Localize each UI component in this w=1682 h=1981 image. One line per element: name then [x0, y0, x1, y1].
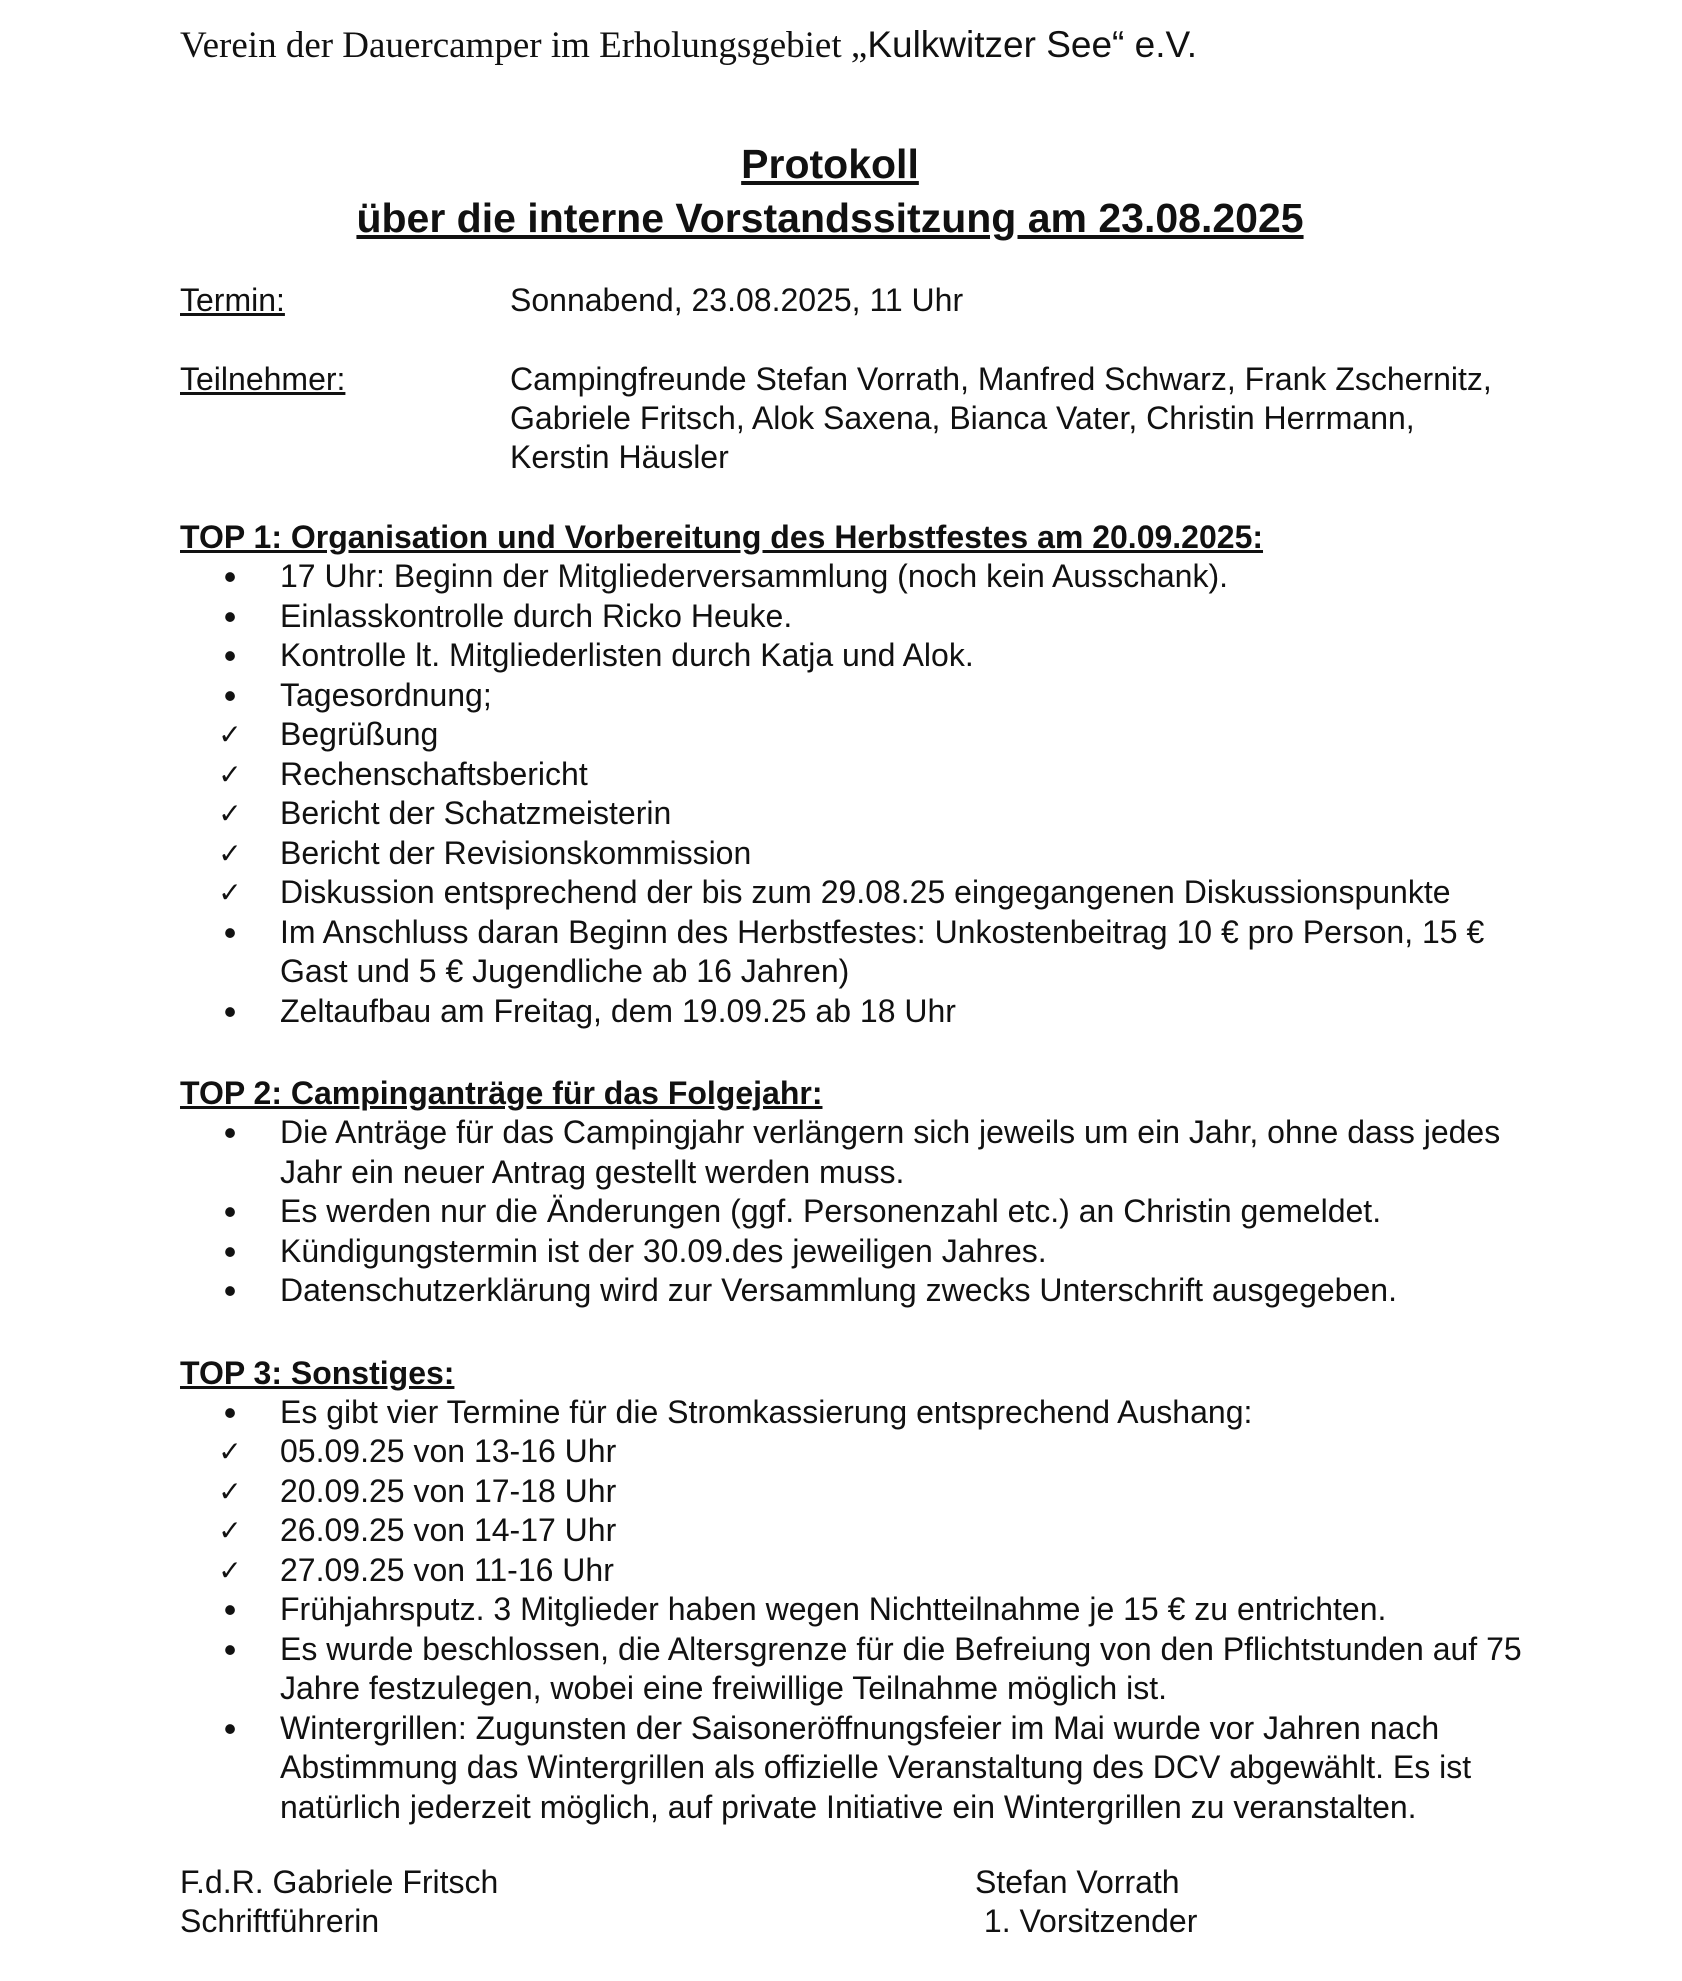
- bullet-icon: •: [223, 1270, 237, 1311]
- bullet-icon: •: [223, 674, 237, 716]
- list-item-text: Frühjahrsputz. 3 Mitglieder haben wegen Nichtteilnahme je 15 € zu entrichten.: [280, 1591, 1387, 1627]
- signature-block: [180, 1863, 1580, 1941]
- list-item: [180, 1630, 1580, 1709]
- list-item: [180, 1432, 1580, 1472]
- bullet-icon: •: [223, 1589, 237, 1630]
- list-item-text: Bericht der Schatzmeisterin: [280, 795, 672, 831]
- title-line-2: über die interne Vorstandssitzung am 23.08.2025: [356, 195, 1304, 241]
- teilnehmer-row: [180, 360, 1580, 477]
- bullet-icon: •: [223, 635, 237, 676]
- header-prefix: Verein der Dauercamper im Erholungsgebiet „: [180, 25, 868, 66]
- document-title: [180, 137, 1480, 245]
- list-item-text: Es werden nur die Änderungen (ggf. Personenzahl etc.) an Christin gemeldet.: [280, 1193, 1382, 1229]
- list-item-text: Es wurde beschlossen, die Altersgrenze für die Befreiung von den Pflichtstunden auf 75 Jahre festzulegen, wobei eine freiwillige Teilnahme möglich ist.: [280, 1630, 1522, 1706]
- top3-heading: TOP 3: Sonstiges:: [180, 1354, 455, 1391]
- teilnehmer-label: Teilnehmer:: [180, 361, 346, 397]
- checkmark-icon: ✓: [218, 1515, 242, 1546]
- list-item-text: Wintergrillen: Zugunsten der Saisoneröffnungsfeier im Mai wurde vor Jahren nach Abstimmung das Wintergrillen als offizielle Veranstaltung des DCV abgewählt. Es ist natürlich jederzeit möglich, auf private Initiative ein Wintergrillen zu veranstalten.: [280, 1709, 1472, 1825]
- checkmark-icon: ✓: [218, 877, 242, 908]
- list-item: [180, 1590, 1580, 1630]
- list-item: [180, 636, 1580, 676]
- list-item-text: 17 Uhr: Beginn der Mitgliederversammlung (noch kein Ausschank).: [280, 558, 1229, 594]
- checkmark-icon: ✓: [218, 758, 242, 790]
- list-item: [180, 1472, 1580, 1512]
- list-item-text: Kündigungstermin ist der 30.09.des jeweiligen Jahres.: [280, 1232, 1047, 1269]
- signature-secretary-role: Schriftführerin: [180, 1903, 380, 1939]
- list-item: [180, 715, 1580, 755]
- list-item-text: 20.09.25 von 17-18 Uhr: [280, 1472, 617, 1509]
- list-item: [180, 676, 1580, 716]
- top3-section: [180, 1353, 1580, 1828]
- signature-chair: [975, 1863, 1375, 1941]
- teilnehmer-value: Campingfreunde Stefan Vorrath, Manfred Schwarz, Frank Zschernitz, Gabriele Fritsch, Alok Saxena, Bianca Vater, Christin Herrmann, Kerstin Häusler: [510, 361, 1492, 475]
- list-item: [180, 1271, 1580, 1311]
- list-item-text: Die Anträge für das Campingjahr verlängern sich jeweils um ein Jahr, ohne dass jedes Jahr ein neuer Antrag gestellt werden muss.: [280, 1114, 1501, 1190]
- list-item: [180, 557, 1580, 597]
- list-item-text: Es gibt vier Termine für die Stromkassierung entsprechend Aushang:: [280, 1393, 1253, 1430]
- signature-chair-role: 1. Vorsitzender: [975, 1903, 1198, 1939]
- list-item-text: Zeltaufbau am Freitag, dem 19.09.25 ab 18 Uhr: [280, 992, 956, 1029]
- list-item: [180, 755, 1580, 795]
- bullet-icon: •: [223, 1230, 237, 1272]
- termin-row: [180, 281, 1580, 320]
- list-item-text: Rechenschaftsbericht: [280, 755, 588, 792]
- list-item-text: Begrüßung: [280, 716, 439, 752]
- signature-secretary: [180, 1863, 975, 1941]
- top2-section: [180, 1073, 1580, 1311]
- list-item-text: 05.09.25 von 13-16 Uhr: [280, 1433, 617, 1469]
- checkmark-icon: ✓: [218, 1475, 242, 1507]
- list-item: [180, 794, 1580, 834]
- document-page: [180, 20, 1580, 1941]
- bullet-icon: •: [223, 1191, 237, 1232]
- list-item-text: Einlasskontrolle durch Ricko Heuke.: [280, 597, 793, 634]
- list-item-text: Bericht der Revisionskommission: [280, 834, 752, 871]
- list-item-text: Kontrolle lt. Mitgliederlisten durch Katja und Alok.: [280, 637, 974, 673]
- list-item: [180, 597, 1580, 637]
- termin-value: Sonnabend, 23.08.2025, 11 Uhr: [510, 282, 964, 318]
- bullet-icon: •: [223, 556, 237, 597]
- termin-label: Termin:: [180, 282, 285, 318]
- top2-list: [180, 1113, 1580, 1311]
- top1-section: [180, 517, 1580, 1031]
- list-item: [180, 1511, 1580, 1551]
- checkmark-icon: ✓: [218, 1436, 242, 1467]
- bullet-icon: •: [223, 990, 237, 1032]
- meeting-meta: [180, 281, 1580, 477]
- header-association-name: Kulkwitzer See“ e.V.: [867, 24, 1198, 65]
- bullet-icon: •: [223, 1628, 237, 1670]
- top2-heading: TOP 2: Campinganträge für das Folgejahr:: [180, 1075, 823, 1111]
- list-item: [180, 992, 1580, 1032]
- list-item: [180, 1393, 1580, 1433]
- association-header: [180, 20, 1580, 71]
- list-item-text: Im Anschluss daran Beginn des Herbstfestes: Unkostenbeitrag 10 € pro Person, 15 € Gast und 5 € Jugendliche ab 16 Jahren): [280, 913, 1485, 989]
- list-item-text: Datenschutzerklärung wird zur Versammlung zwecks Unterschrift ausgegeben.: [280, 1272, 1397, 1308]
- checkmark-icon: ✓: [218, 837, 242, 869]
- signature-chair-name: Stefan Vorrath: [975, 1864, 1180, 1900]
- checkmark-icon: ✓: [218, 1554, 242, 1586]
- list-item-text: 26.09.25 von 14-17 Uhr: [280, 1512, 617, 1548]
- top1-heading: TOP 1: Organisation und Vorbereitung des Herbstfestes am 20.09.2025:: [180, 519, 1264, 555]
- checkmark-icon: ✓: [218, 719, 242, 750]
- list-item: [180, 913, 1580, 992]
- top1-list: [180, 557, 1580, 1031]
- signature-secretary-name: F.d.R. Gabriele Fritsch: [180, 1864, 499, 1900]
- bullet-icon: •: [223, 595, 237, 637]
- title-line-1: Protokoll: [741, 141, 919, 187]
- list-item: [180, 873, 1580, 913]
- list-item: [180, 1709, 1580, 1828]
- bullet-icon: •: [223, 1707, 237, 1749]
- list-item: [180, 1232, 1580, 1272]
- bullet-icon: •: [223, 1112, 237, 1153]
- checkmark-icon: ✓: [218, 798, 242, 829]
- top3-list: [180, 1393, 1580, 1828]
- list-item-text: Tagesordnung;: [280, 676, 492, 713]
- list-item: [180, 1192, 1580, 1232]
- list-item: [180, 1551, 1580, 1591]
- list-item-text: 27.09.25 von 11-16 Uhr: [280, 1551, 614, 1588]
- list-item: [180, 1113, 1580, 1192]
- list-item-text: Diskussion entsprechend der bis zum 29.08.25 eingegangenen Diskussionspunkte: [280, 874, 1451, 910]
- bullet-icon: •: [223, 1391, 237, 1433]
- bullet-icon: •: [223, 911, 237, 953]
- list-item: [180, 834, 1580, 874]
